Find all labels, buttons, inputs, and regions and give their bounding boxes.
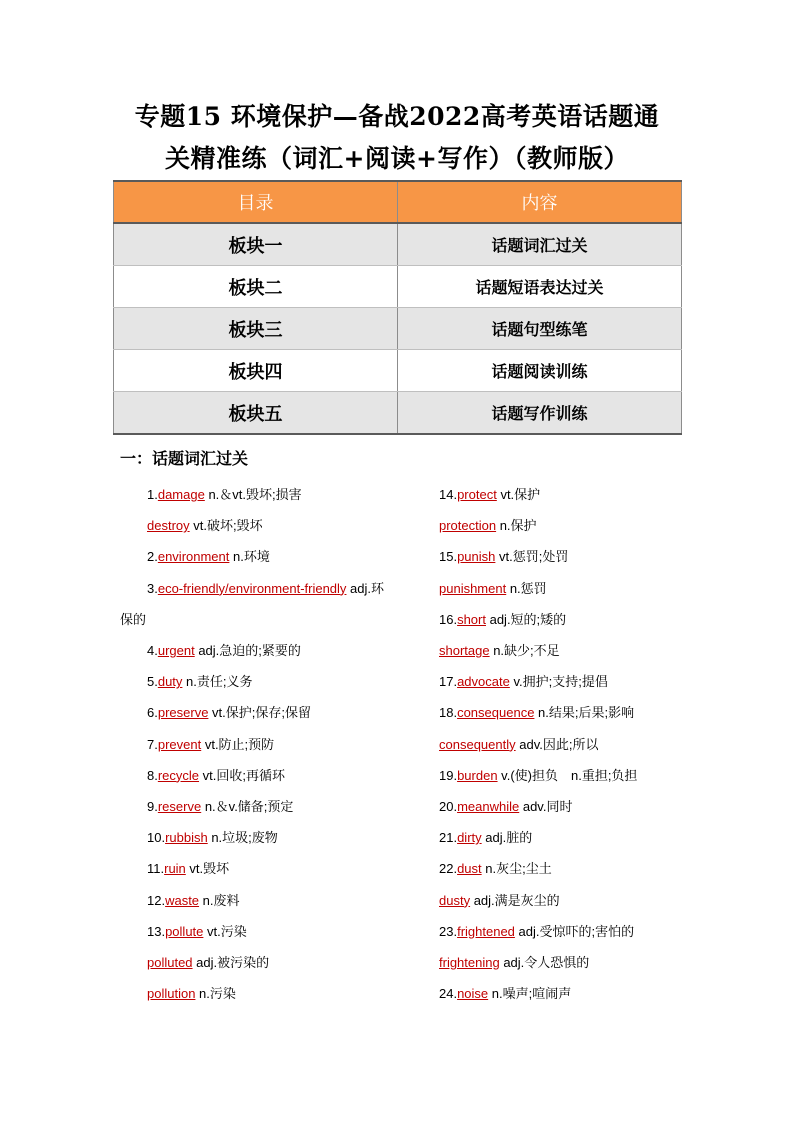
vocab-entry [147,641,301,661]
section-label: 板块三 [114,308,398,350]
vocab-definition: adv.同时 [519,799,573,814]
vocab-word: shortage [439,643,490,658]
vocab-entry [147,766,285,786]
vocab-word: pollute [165,923,204,939]
vocab-definition: n.垃圾;废物 [207,830,278,846]
contents-table [113,180,682,435]
vocab-entry [439,516,537,536]
vocab-entry [147,672,253,692]
vocab-definition: vt.破坏;毁坏 [189,518,263,534]
vocab-definition: vt.防止;预防 [201,736,275,752]
vocab-number: 9. [147,799,158,814]
vocab-definition: adj.脏的 [481,830,533,846]
vocab-number: 8. [147,767,158,783]
vocab-entry [147,828,278,848]
vocab-entry [439,641,560,661]
vocab-definition: adj.急迫的;紧要的 [194,643,301,658]
vocab-definition: adj.被污染的 [192,955,270,970]
vocab-number: 15. [439,549,458,565]
vocab-entry [439,703,634,723]
vocab-definition: n.环境 [229,549,270,565]
vocab-word: meanwhile [457,799,520,814]
vocab-word: urgent [157,643,195,658]
table-row [114,266,682,308]
vocab-number: 23. [439,923,458,939]
vocab-definition: vt.保护 [496,487,541,502]
section-topic: 话题短语表达过关 [398,266,682,308]
vocab-definition: 保的 [120,611,147,627]
vocab-word: polluted [147,955,193,970]
vocab-definition: vt.惩罚;处罚 [495,549,569,565]
section-topic: 话题词汇过关 [398,223,682,266]
vocab-entry [439,984,571,1004]
vocab-word: dusty [439,892,471,908]
vocab-definition: vt.污染 [203,923,247,939]
vocab-number: 18. [439,705,458,721]
section-topic: 话题阅读训练 [398,350,682,392]
vocab-entry [120,610,146,630]
vocab-definition: adv.因此;所以 [515,736,599,752]
vocab-word: ruin [164,861,186,877]
vocab-number: 21. [439,830,458,846]
vocab-number: 7. [147,736,158,752]
section-topic: 话题写作训练 [398,392,682,435]
vocab-number: 24. [439,986,458,1002]
table-row [114,392,682,435]
vocab-entry [147,735,274,755]
vocab-number: 2. [147,549,158,565]
vocab-entry [147,922,247,942]
vocab-entry [147,547,270,567]
vocab-definition: adj.短的;矮的 [485,611,567,627]
vocab-definition: n.缺少;不足 [489,643,560,658]
vocab-entry [439,610,566,630]
page-title-line1: 专题15 环境保护—备战2022高考英语话题通 [134,102,660,131]
vocab-word: dust [457,861,482,877]
vocab-definition: n.＆v.储备;预定 [201,799,294,814]
vocab-definition: n.惩罚 [506,580,547,596]
vocab-entry [439,953,589,973]
vocab-word: rubbish [165,830,208,846]
vocab-entry [147,859,229,879]
vocab-entry [439,828,532,848]
table-row [114,308,682,350]
vocab-entry [147,984,236,1004]
vocab-entry [439,859,552,879]
section-heading: 一：话题词汇过关 [120,449,249,468]
vocab-number: 17. [439,674,458,690]
vocab-number: 5. [147,674,158,690]
vocab-word: environment [157,549,230,565]
vocab-word: noise [457,986,489,1002]
vocab-definition: vt.回收;再循环 [199,767,285,783]
vocab-word: advocate [457,674,510,690]
vocab-entry [147,797,293,817]
vocab-definition: n.＆vt.毁坏;损害 [204,487,302,502]
table-row [114,223,682,266]
vocab-definition: n.保护 [496,518,537,534]
vocab-word: damage [157,487,205,502]
vocab-definition: adj.满是灰尘的 [470,892,560,908]
vocab-number: 10. [147,830,166,846]
vocab-word: burden [457,767,498,783]
section-label: 板块二 [114,266,398,308]
vocab-word: protection [439,518,497,534]
vocab-word: duty [157,674,183,690]
vocab-word: consequence [457,705,535,721]
vocab-word: reserve [157,799,202,814]
vocab-definition: adj.受惊吓的;害怕的 [514,923,635,939]
vocab-entry [147,516,263,536]
vocab-word: preserve [157,705,209,721]
vocab-word: frightening [439,955,500,970]
vocab-word: prevent [157,736,202,752]
vocab-entry [147,579,384,599]
vocab-word: consequently [439,736,516,752]
vocab-entry [147,703,311,723]
vocab-entry [439,766,637,786]
page-title-line2: 关精准练（词汇+阅读+写作）（教师版） [165,144,629,173]
vocab-word: punish [457,549,496,565]
vocab-number: 11. [147,861,165,877]
vocab-entry [439,579,547,599]
contents-table-header [114,181,682,223]
vocab-word: pollution [147,986,196,1002]
vocab-definition: vt.保护;保存;保留 [208,705,311,721]
vocab-word: dirty [457,830,482,846]
vocab-number: 1. [147,487,158,502]
vocab-number: 4. [147,643,158,658]
vocab-definition: vt.毁坏 [185,861,230,877]
vocab-number: 16. [439,611,458,627]
vocab-number: 22. [439,861,458,877]
vocab-definition: n.噪声;喧闹声 [488,986,572,1002]
vocab-definition: adj.令人恐惧的 [499,955,590,970]
vocab-word: short [457,611,486,627]
vocab-definition: n.灰尘;尘土 [481,861,552,877]
vocab-entry [147,953,269,973]
vocab-entry [439,922,634,942]
vocab-definition: n.污染 [195,986,236,1002]
vocab-definition: adj.环 [346,580,385,596]
section-label: 板块四 [114,350,398,392]
vocab-entry [439,485,540,505]
section-label: 板块一 [114,223,398,266]
header-directory: 目录 [114,181,398,223]
vocab-number: 13. [147,923,166,939]
vocab-word: eco-friendly/environment-friendly [157,580,347,596]
section-topic: 话题句型练笔 [398,308,682,350]
vocab-word: frightened [457,923,515,939]
header-content: 内容 [398,181,682,223]
vocab-definition: n.废料 [199,892,240,908]
vocab-word: destroy [147,518,190,534]
vocab-entry [439,547,568,567]
vocab-entry [439,672,608,692]
vocab-number: 19. [439,767,458,783]
section-label: 板块五 [114,392,398,435]
vocab-number: 14. [439,487,458,502]
vocab-definition: v.(使)担负 n.重担;负担 [497,767,638,783]
vocab-definition: v.拥护;支持;提倡 [509,674,608,690]
vocab-entry [439,735,598,755]
vocab-number: 20. [439,799,458,814]
vocab-word: waste [165,892,200,908]
table-row [114,350,682,392]
vocab-entry [147,891,240,911]
vocab-number: 6. [147,705,158,721]
vocab-word: punishment [439,580,507,596]
vocab-word: protect [457,487,497,502]
vocab-number: 3. [147,580,158,596]
vocab-entry [439,797,572,817]
vocab-word: recycle [157,767,200,783]
vocab-entry [439,891,560,911]
vocab-definition: n.责任;义务 [182,674,253,690]
vocab-entry [147,485,302,505]
vocab-number: 12. [147,892,166,908]
vocab-definition: n.结果;后果;影响 [534,705,635,721]
